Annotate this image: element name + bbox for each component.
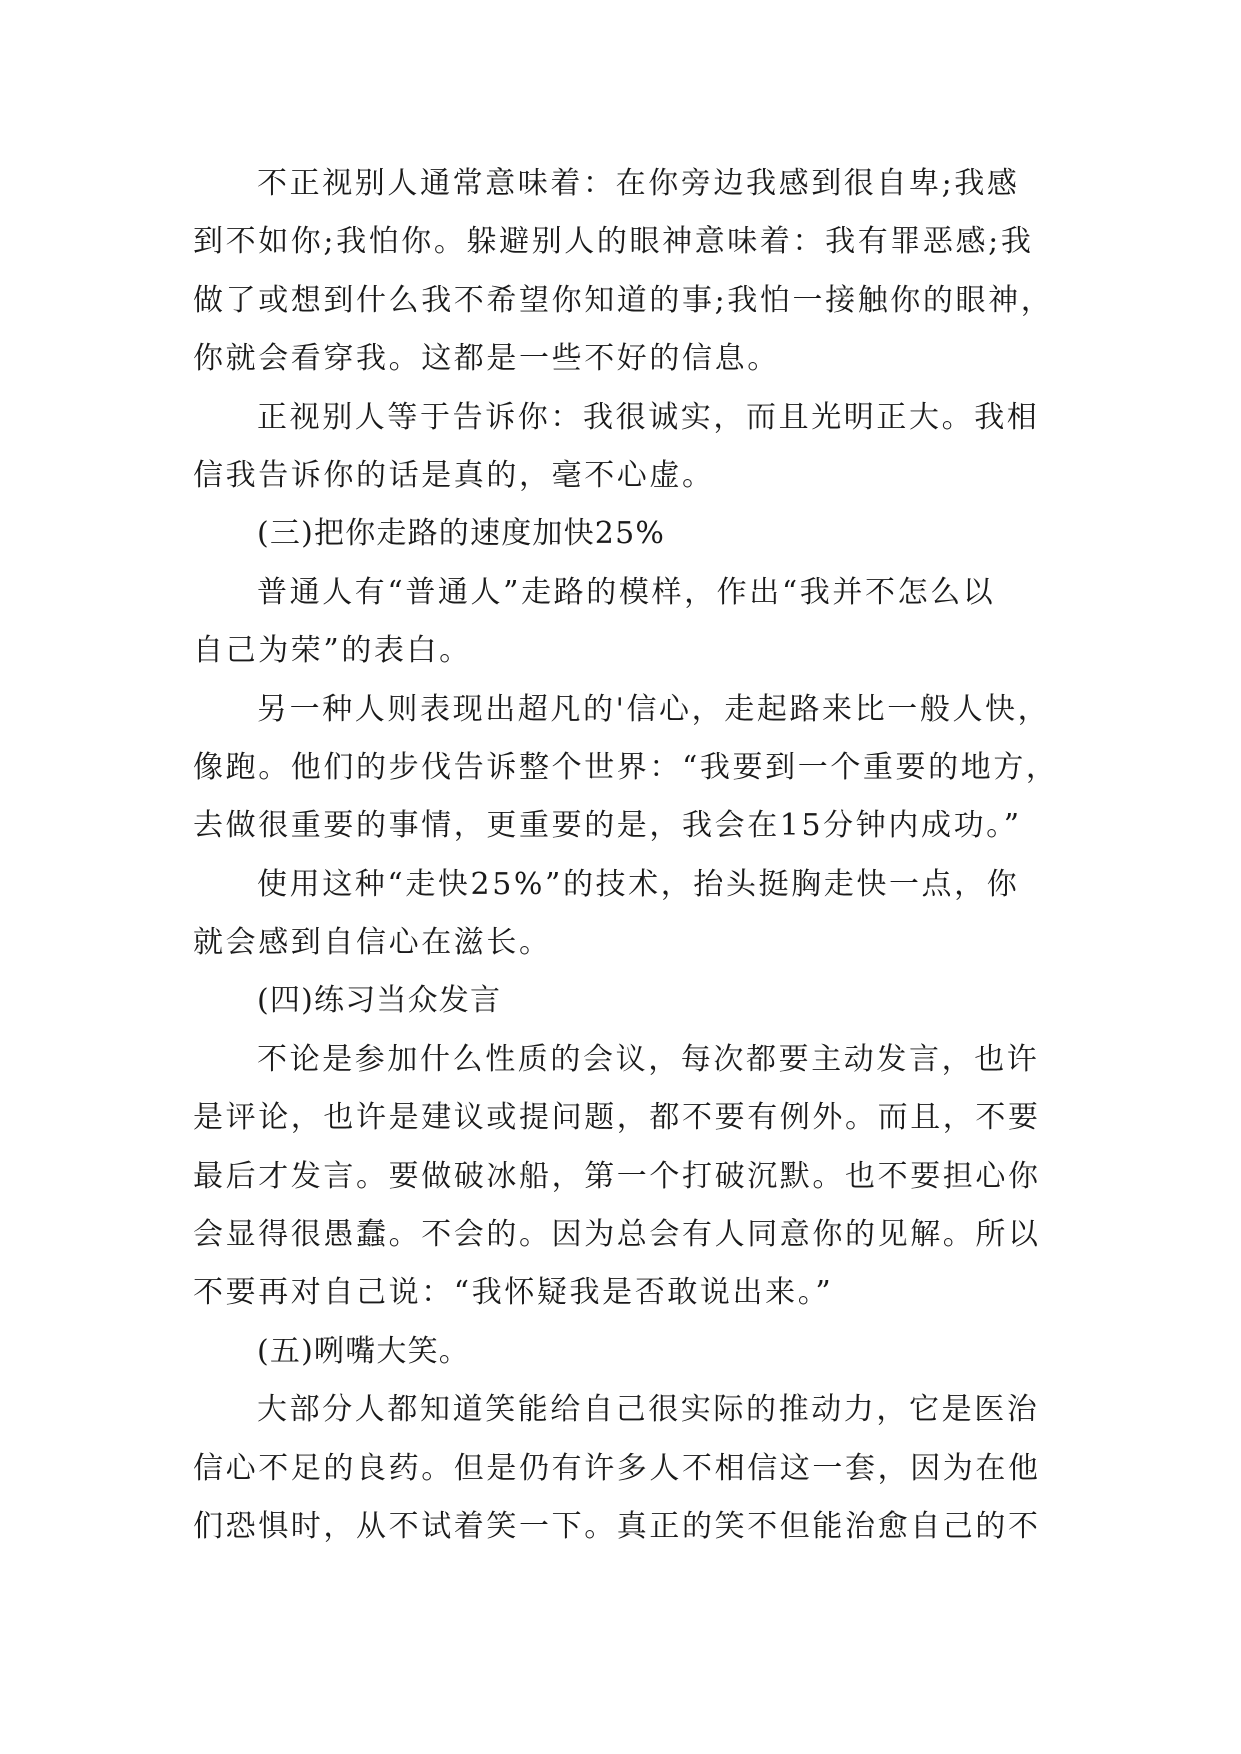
paragraph-line: 最后才发言。要做破冰船，第一个打破沉默。也不要担心你 [193, 1158, 1041, 1194]
paragraph-line: 信我告诉你的话是真的，毫不心虚。 [193, 457, 715, 493]
paragraph-line: 像跑。他们的步伐告诉整个世界：“我要到一个重要的地方， [193, 749, 1059, 785]
paragraph-line: 不正视别人通常意味着：在你旁边我感到很自卑;我感 [257, 166, 1020, 201]
paragraph-line: 不论是参加什么性质的会议，每次都要主动发言，也许 [257, 1041, 1040, 1077]
paragraph-line: 自己为荣”的表白。 [193, 633, 472, 669]
document-body [193, 155, 1059, 1556]
paragraph-line: 另一种人则表现出超凡的'信心，走起路来比一般人快， [257, 691, 1051, 727]
paragraph-line: 信心不足的良药。但是仍有许多人不相信这一套，因为在他 [193, 1450, 1041, 1486]
paragraph-line: 使用这种“走快25%”的技术，抬头挺胸走快一点，你 [257, 866, 1020, 902]
paragraph-line: 就会感到自信心在滋长。 [193, 925, 552, 961]
section-heading: (三)把你走路的速度加快25% [257, 516, 666, 552]
paragraph-line: 们恐惧时，从不试着笑一下。真正的笑不但能治愈自己的不 [193, 1508, 1041, 1544]
paragraph-line: 到不如你;我怕你。躲避别人的眼神意味着：我有罪恶感;我 [193, 224, 1034, 260]
paragraph-line: 会显得很愚蠢。不会的。因为总会有人同意你的见解。所以 [193, 1217, 1041, 1253]
paragraph-line: 是评论，也许是建议或提问题，都不要有例外。而且，不要 [193, 1100, 1041, 1136]
paragraph-line: 普通人有“普通人”走路的模样，作出“我并不怎么以 [257, 574, 996, 610]
paragraph-line: 做了或想到什么我不希望你知道的事;我怕一接触你的眼神， [193, 282, 1054, 318]
paragraph-line: 大部分人都知道笑能给自己很实际的推动力，它是医治 [257, 1392, 1040, 1428]
paragraph-line: 正视别人等于告诉你：我很诚实，而且光明正大。我相 [257, 399, 1040, 435]
section-heading: (四)练习当众发言 [257, 983, 502, 1019]
paragraph-line: 你就会看穿我。这都是一些不好的信息。 [193, 341, 780, 377]
section-heading: (五)咧嘴大笑。 [257, 1333, 471, 1369]
paragraph-line: 不要再对自己说：“我怀疑我是否敢说出来。” [193, 1275, 834, 1311]
paragraph-line: 去做很重要的事情，更重要的是，我会在15分钟内成功。” [193, 808, 1022, 844]
